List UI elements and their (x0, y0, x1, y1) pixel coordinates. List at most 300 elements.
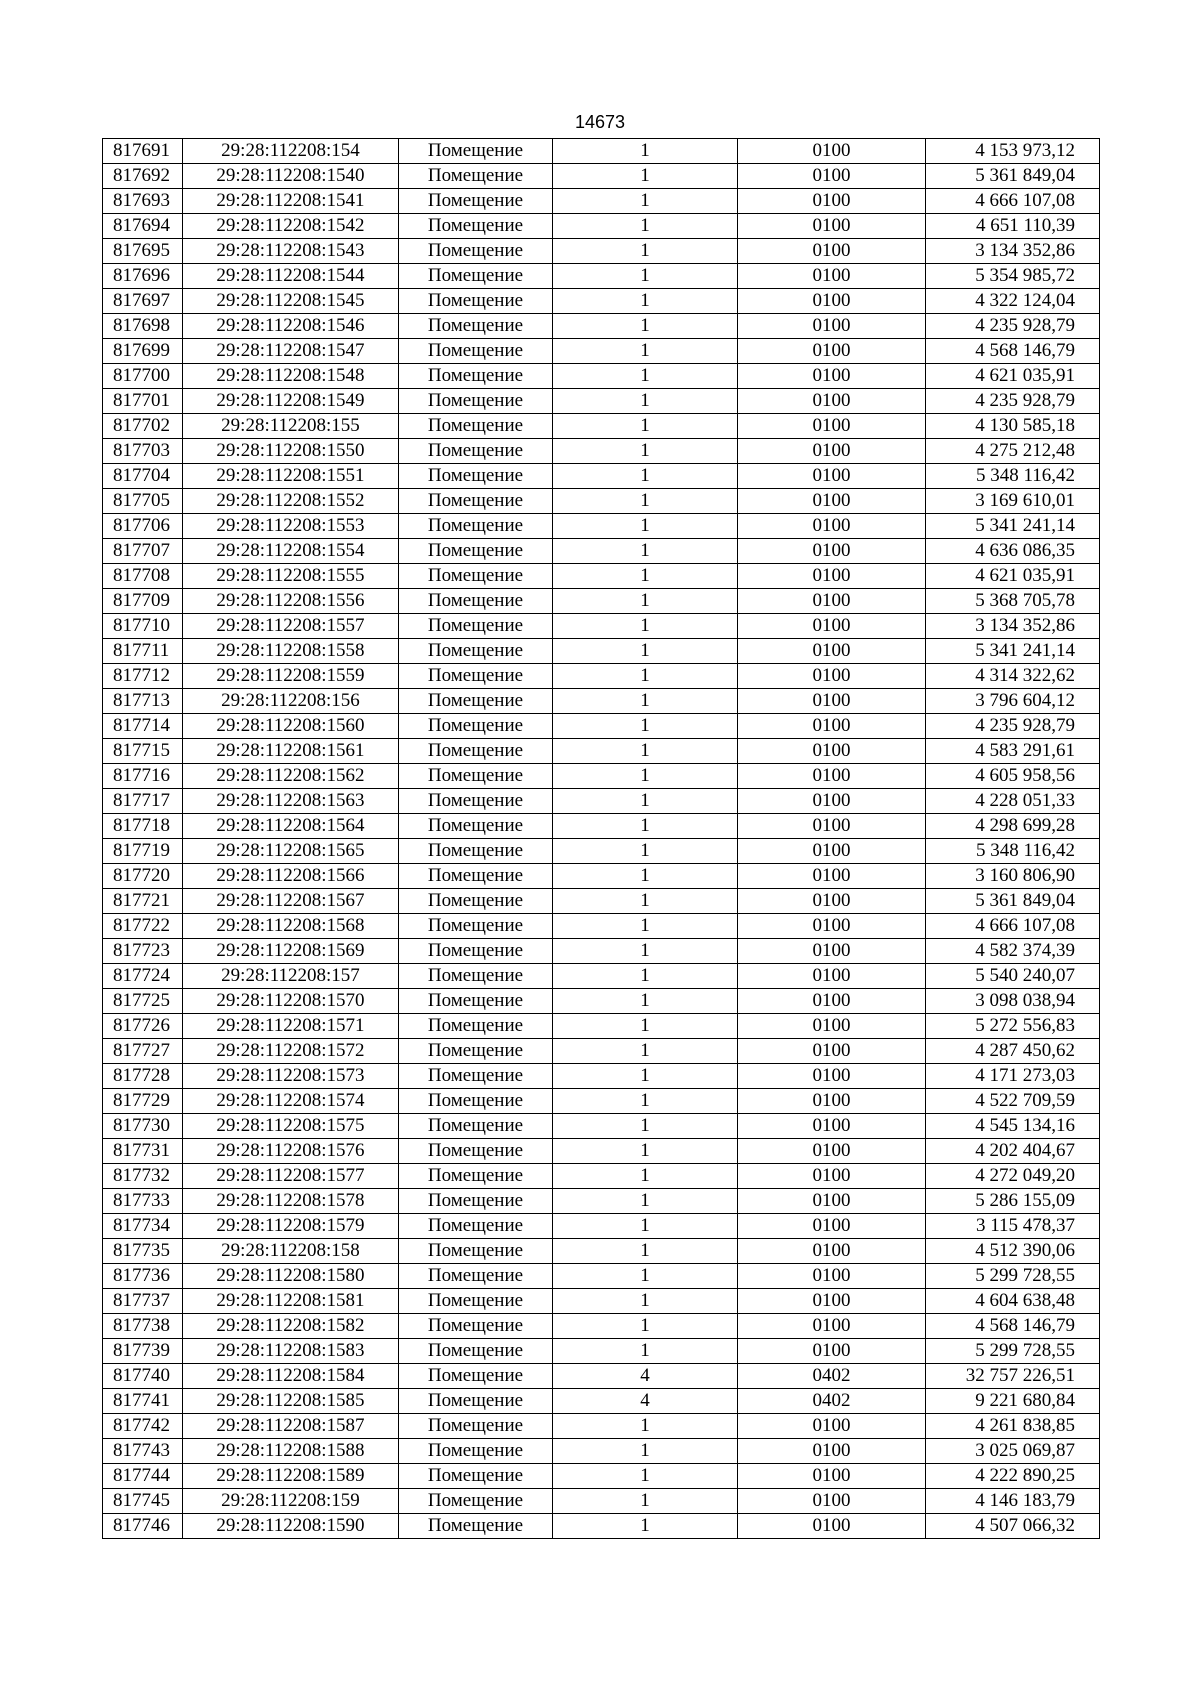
table-row (103, 714, 1100, 739)
cadastral-value-cell: 4 322 124,04 (926, 289, 1100, 314)
cadastral-value-cell: 3 160 806,90 (926, 864, 1100, 889)
quantity-cell: 1 (553, 189, 738, 214)
quantity-cell: 1 (553, 989, 738, 1014)
row-number-cell: 817714 (103, 714, 183, 739)
code-cell: 0100 (738, 989, 926, 1014)
cadastral-number-cell: 29:28:112208:1589 (183, 1464, 399, 1489)
code-cell: 0100 (738, 164, 926, 189)
cadastral-value-cell: 4 287 450,62 (926, 1039, 1100, 1064)
cadastral-number-cell: 29:28:112208:1577 (183, 1164, 399, 1189)
quantity-cell: 1 (553, 489, 738, 514)
cadastral-value-cell: 4 605 958,56 (926, 764, 1100, 789)
quantity-cell: 1 (553, 789, 738, 814)
table-row (103, 264, 1100, 289)
cadastral-number-cell: 29:28:112208:1548 (183, 364, 399, 389)
quantity-cell: 1 (553, 939, 738, 964)
code-cell: 0100 (738, 264, 926, 289)
cadastral-number-cell: 29:28:112208:1583 (183, 1339, 399, 1364)
code-cell: 0100 (738, 614, 926, 639)
object-type-cell: Помещение (399, 1214, 553, 1239)
cadastral-number-cell: 29:28:112208:158 (183, 1239, 399, 1264)
object-type-cell: Помещение (399, 189, 553, 214)
code-cell: 0100 (738, 414, 926, 439)
code-cell: 0100 (738, 514, 926, 539)
quantity-cell: 1 (553, 1439, 738, 1464)
cadastral-number-cell: 29:28:112208:155 (183, 414, 399, 439)
cadastral-value-cell: 5 368 705,78 (926, 589, 1100, 614)
cadastral-number-cell: 29:28:112208:1575 (183, 1114, 399, 1139)
quantity-cell: 1 (553, 714, 738, 739)
cadastral-number-cell: 29:28:112208:1578 (183, 1189, 399, 1214)
object-type-cell: Помещение (399, 364, 553, 389)
cadastral-value-cell: 5 299 728,55 (926, 1264, 1100, 1289)
table-row (103, 1239, 1100, 1264)
table-row (103, 1364, 1100, 1389)
code-cell: 0100 (738, 739, 926, 764)
quantity-cell: 1 (553, 1089, 738, 1114)
code-cell: 0100 (738, 1314, 926, 1339)
code-cell: 0100 (738, 914, 926, 939)
table-row (103, 814, 1100, 839)
code-cell: 0100 (738, 314, 926, 339)
row-number-cell: 817735 (103, 1239, 183, 1264)
row-number-cell: 817746 (103, 1514, 183, 1539)
cadastral-value-cell: 9 221 680,84 (926, 1389, 1100, 1414)
object-type-cell: Помещение (399, 1239, 553, 1264)
cadastral-number-cell: 29:28:112208:1559 (183, 664, 399, 689)
object-type-cell: Помещение (399, 664, 553, 689)
code-cell: 0100 (738, 364, 926, 389)
cadastral-number-cell: 29:28:112208:1564 (183, 814, 399, 839)
object-type-cell: Помещение (399, 1314, 553, 1339)
row-number-cell: 817744 (103, 1464, 183, 1489)
cadastral-number-cell: 29:28:112208:1570 (183, 989, 399, 1014)
cadastral-value-cell: 4 666 107,08 (926, 914, 1100, 939)
quantity-cell: 1 (553, 1414, 738, 1439)
cadastral-value-cell: 5 341 241,14 (926, 514, 1100, 539)
table-row (103, 939, 1100, 964)
quantity-cell: 1 (553, 214, 738, 239)
quantity-cell: 1 (553, 914, 738, 939)
object-type-cell: Помещение (399, 789, 553, 814)
quantity-cell: 1 (553, 1164, 738, 1189)
code-cell: 0100 (738, 1114, 926, 1139)
row-number-cell: 817729 (103, 1089, 183, 1114)
cadastral-value-cell: 32 757 226,51 (926, 1364, 1100, 1389)
quantity-cell: 1 (553, 664, 738, 689)
row-number-cell: 817724 (103, 964, 183, 989)
row-number-cell: 817694 (103, 214, 183, 239)
table-row (103, 964, 1100, 989)
code-cell: 0100 (738, 889, 926, 914)
code-cell: 0100 (738, 664, 926, 689)
code-cell: 0100 (738, 1489, 926, 1514)
table-row (103, 1214, 1100, 1239)
cadastral-number-cell: 29:28:112208:1557 (183, 614, 399, 639)
cadastral-number-cell: 29:28:112208:1584 (183, 1364, 399, 1389)
cadastral-number-cell: 29:28:112208:154 (183, 139, 399, 164)
cadastral-number-cell: 29:28:112208:1546 (183, 314, 399, 339)
code-cell: 0100 (738, 1414, 926, 1439)
object-type-cell: Помещение (399, 939, 553, 964)
row-number-cell: 817728 (103, 1064, 183, 1089)
quantity-cell: 1 (553, 739, 738, 764)
row-number-cell: 817725 (103, 989, 183, 1014)
row-number-cell: 817704 (103, 464, 183, 489)
table-row (103, 789, 1100, 814)
code-cell: 0100 (738, 864, 926, 889)
cadastral-value-cell: 5 361 849,04 (926, 164, 1100, 189)
object-type-cell: Помещение (399, 1514, 553, 1539)
cadastral-value-cell: 5 272 556,83 (926, 1014, 1100, 1039)
cadastral-value-cell: 5 341 241,14 (926, 639, 1100, 664)
code-cell: 0100 (738, 1339, 926, 1364)
cadastral-value-cell: 4 235 928,79 (926, 389, 1100, 414)
table-row (103, 139, 1100, 164)
cadastral-number-cell: 29:28:112208:1585 (183, 1389, 399, 1414)
cadastral-value-cell: 4 651 110,39 (926, 214, 1100, 239)
table-row (103, 464, 1100, 489)
code-cell: 0100 (738, 139, 926, 164)
quantity-cell: 1 (553, 164, 738, 189)
object-type-cell: Помещение (399, 739, 553, 764)
code-cell: 0402 (738, 1364, 926, 1389)
object-type-cell: Помещение (399, 1289, 553, 1314)
object-type-cell: Помещение (399, 1139, 553, 1164)
cadastral-value-cell: 5 354 985,72 (926, 264, 1100, 289)
code-cell: 0100 (738, 489, 926, 514)
code-cell: 0100 (738, 1264, 926, 1289)
object-type-cell: Помещение (399, 564, 553, 589)
quantity-cell: 1 (553, 414, 738, 439)
object-type-cell: Помещение (399, 1264, 553, 1289)
quantity-cell: 1 (553, 1339, 738, 1364)
code-cell: 0100 (738, 1439, 926, 1464)
row-number-cell: 817695 (103, 239, 183, 264)
code-cell: 0100 (738, 764, 926, 789)
code-cell: 0100 (738, 239, 926, 264)
code-cell: 0100 (738, 964, 926, 989)
cadastral-value-cell: 4 146 183,79 (926, 1489, 1100, 1514)
cadastral-value-cell: 4 275 212,48 (926, 439, 1100, 464)
code-cell: 0100 (738, 714, 926, 739)
row-number-cell: 817719 (103, 839, 183, 864)
table-row (103, 989, 1100, 1014)
object-type-cell: Помещение (399, 164, 553, 189)
quantity-cell: 1 (553, 1489, 738, 1514)
cadastral-number-cell: 29:28:112208:1574 (183, 1089, 399, 1114)
quantity-cell: 1 (553, 139, 738, 164)
cadastral-number-cell: 29:28:112208:1555 (183, 564, 399, 589)
cadastral-number-cell: 29:28:112208:1568 (183, 914, 399, 939)
page-number: 14673 (574, 112, 626, 132)
quantity-cell: 1 (553, 839, 738, 864)
table-row (103, 1264, 1100, 1289)
cadastral-number-cell: 29:28:112208:1544 (183, 264, 399, 289)
code-cell: 0100 (738, 1164, 926, 1189)
code-cell: 0100 (738, 1514, 926, 1539)
table-row (103, 689, 1100, 714)
quantity-cell: 1 (553, 864, 738, 889)
cadastral-value-cell: 3 025 069,87 (926, 1439, 1100, 1464)
object-type-cell: Помещение (399, 214, 553, 239)
table-row (103, 1064, 1100, 1089)
table-row (103, 764, 1100, 789)
object-type-cell: Помещение (399, 889, 553, 914)
row-number-cell: 817703 (103, 439, 183, 464)
row-number-cell: 817730 (103, 1114, 183, 1139)
quantity-cell: 1 (553, 1189, 738, 1214)
object-type-cell: Помещение (399, 689, 553, 714)
cadastral-value-cell: 4 130 585,18 (926, 414, 1100, 439)
code-cell: 0100 (738, 1239, 926, 1264)
cadastral-number-cell: 29:28:112208:1571 (183, 1014, 399, 1039)
cadastral-number-cell: 29:28:112208:1562 (183, 764, 399, 789)
cadastral-number-cell: 29:28:112208:1572 (183, 1039, 399, 1064)
table-row (103, 914, 1100, 939)
code-cell: 0100 (738, 1139, 926, 1164)
quantity-cell: 1 (553, 314, 738, 339)
row-number-cell: 817733 (103, 1189, 183, 1214)
object-type-cell: Помещение (399, 864, 553, 889)
code-cell: 0100 (738, 389, 926, 414)
row-number-cell: 817713 (103, 689, 183, 714)
cadastral-number-cell: 29:28:112208:1545 (183, 289, 399, 314)
cadastral-value-cell: 3 134 352,86 (926, 239, 1100, 264)
cadastral-value-cell: 4 666 107,08 (926, 189, 1100, 214)
table-row (103, 1164, 1100, 1189)
code-cell: 0100 (738, 1464, 926, 1489)
cadastral-value-cell: 4 545 134,16 (926, 1114, 1100, 1139)
quantity-cell: 1 (553, 264, 738, 289)
row-number-cell: 817718 (103, 814, 183, 839)
table-row (103, 1464, 1100, 1489)
table-row (103, 314, 1100, 339)
table-row (103, 639, 1100, 664)
cadastral-value-cell: 4 235 928,79 (926, 714, 1100, 739)
table-row (103, 539, 1100, 564)
quantity-cell: 1 (553, 514, 738, 539)
cadastral-number-cell: 29:28:112208:1573 (183, 1064, 399, 1089)
quantity-cell: 1 (553, 564, 738, 589)
table-row (103, 1139, 1100, 1164)
object-type-cell: Помещение (399, 414, 553, 439)
row-number-cell: 817715 (103, 739, 183, 764)
object-type-cell: Помещение (399, 614, 553, 639)
cadastral-value-cell: 4 568 146,79 (926, 339, 1100, 364)
object-type-cell: Помещение (399, 839, 553, 864)
quantity-cell: 1 (553, 889, 738, 914)
quantity-cell: 1 (553, 689, 738, 714)
code-cell: 0100 (738, 1014, 926, 1039)
cadastral-number-cell: 29:28:112208:1554 (183, 539, 399, 564)
object-type-cell: Помещение (399, 814, 553, 839)
object-type-cell: Помещение (399, 489, 553, 514)
cadastral-value-cell: 4 512 390,06 (926, 1239, 1100, 1264)
cadastral-value-cell: 4 228 051,33 (926, 789, 1100, 814)
table-row (103, 339, 1100, 364)
code-cell: 0100 (738, 1189, 926, 1214)
row-number-cell: 817702 (103, 414, 183, 439)
cadastral-value-cell: 4 235 928,79 (926, 314, 1100, 339)
object-type-cell: Помещение (399, 1414, 553, 1439)
cadastral-number-cell: 29:28:112208:1558 (183, 639, 399, 664)
code-cell: 0100 (738, 1064, 926, 1089)
code-cell: 0100 (738, 839, 926, 864)
code-cell: 0100 (738, 789, 926, 814)
object-type-cell: Помещение (399, 1014, 553, 1039)
row-number-cell: 817691 (103, 139, 183, 164)
row-number-cell: 817708 (103, 564, 183, 589)
table-row (103, 1414, 1100, 1439)
row-number-cell: 817722 (103, 914, 183, 939)
quantity-cell: 1 (553, 1464, 738, 1489)
code-cell: 0100 (738, 214, 926, 239)
cadastral-number-cell: 29:28:112208:1563 (183, 789, 399, 814)
object-type-cell: Помещение (399, 1364, 553, 1389)
row-number-cell: 817741 (103, 1389, 183, 1414)
cadastral-number-cell: 29:28:112208:1542 (183, 214, 399, 239)
row-number-cell: 817738 (103, 1314, 183, 1339)
cadastral-value-cell: 3 098 038,94 (926, 989, 1100, 1014)
table-row (103, 514, 1100, 539)
object-type-cell: Помещение (399, 314, 553, 339)
table-row (103, 1314, 1100, 1339)
object-type-cell: Помещение (399, 639, 553, 664)
table-row (103, 1039, 1100, 1064)
table-row (103, 1389, 1100, 1414)
cadastral-value-table (102, 138, 1100, 1539)
table-row (103, 489, 1100, 514)
code-cell: 0100 (738, 639, 926, 664)
cadastral-number-cell: 29:28:112208:1566 (183, 864, 399, 889)
object-type-cell: Помещение (399, 1064, 553, 1089)
row-number-cell: 817716 (103, 764, 183, 789)
quantity-cell: 1 (553, 614, 738, 639)
cadastral-number-cell: 29:28:112208:1553 (183, 514, 399, 539)
cadastral-value-cell: 4 507 066,32 (926, 1514, 1100, 1539)
quantity-cell: 1 (553, 1264, 738, 1289)
code-cell: 0100 (738, 1214, 926, 1239)
row-number-cell: 817709 (103, 589, 183, 614)
code-cell: 0100 (738, 189, 926, 214)
quantity-cell: 1 (553, 1039, 738, 1064)
quantity-cell: 1 (553, 589, 738, 614)
quantity-cell: 1 (553, 364, 738, 389)
cadastral-number-cell: 29:28:112208:1580 (183, 1264, 399, 1289)
row-number-cell: 817732 (103, 1164, 183, 1189)
object-type-cell: Помещение (399, 1489, 553, 1514)
cadastral-value-cell: 5 299 728,55 (926, 1339, 1100, 1364)
cadastral-value-cell: 4 583 291,61 (926, 739, 1100, 764)
quantity-cell: 1 (553, 539, 738, 564)
object-type-cell: Помещение (399, 964, 553, 989)
code-cell: 0100 (738, 814, 926, 839)
cadastral-value-cell: 4 604 638,48 (926, 1289, 1100, 1314)
table-row (103, 414, 1100, 439)
table-row (103, 839, 1100, 864)
cadastral-number-cell: 29:28:112208:1569 (183, 939, 399, 964)
row-number-cell: 817707 (103, 539, 183, 564)
row-number-cell: 817739 (103, 1339, 183, 1364)
quantity-cell: 1 (553, 464, 738, 489)
code-cell: 0100 (738, 289, 926, 314)
row-number-cell: 817705 (103, 489, 183, 514)
cadastral-number-cell: 29:28:112208:157 (183, 964, 399, 989)
quantity-cell: 1 (553, 439, 738, 464)
row-number-cell: 817743 (103, 1439, 183, 1464)
table-body (103, 139, 1100, 1539)
cadastral-value-cell: 4 621 035,91 (926, 364, 1100, 389)
code-cell: 0100 (738, 1089, 926, 1114)
object-type-cell: Помещение (399, 989, 553, 1014)
cadastral-number-cell: 29:28:112208:1541 (183, 189, 399, 214)
row-number-cell: 817710 (103, 614, 183, 639)
table-row (103, 589, 1100, 614)
quantity-cell: 1 (553, 1114, 738, 1139)
row-number-cell: 817736 (103, 1264, 183, 1289)
cadastral-value-cell: 4 314 322,62 (926, 664, 1100, 689)
code-cell: 0100 (738, 339, 926, 364)
cadastral-number-cell: 29:28:112208:1552 (183, 489, 399, 514)
row-number-cell: 817727 (103, 1039, 183, 1064)
row-number-cell: 817737 (103, 1289, 183, 1314)
table-row (103, 1489, 1100, 1514)
code-cell: 0100 (738, 939, 926, 964)
code-cell: 0100 (738, 439, 926, 464)
quantity-cell: 1 (553, 289, 738, 314)
object-type-cell: Помещение (399, 514, 553, 539)
quantity-cell: 1 (553, 1314, 738, 1339)
table-row (103, 664, 1100, 689)
code-cell: 0100 (738, 689, 926, 714)
object-type-cell: Помещение (399, 1339, 553, 1364)
object-type-cell: Помещение (399, 264, 553, 289)
cadastral-value-cell: 4 261 838,85 (926, 1414, 1100, 1439)
quantity-cell: 1 (553, 1239, 738, 1264)
code-cell: 0100 (738, 464, 926, 489)
row-number-cell: 817731 (103, 1139, 183, 1164)
row-number-cell: 817717 (103, 789, 183, 814)
row-number-cell: 817721 (103, 889, 183, 914)
cadastral-number-cell: 29:28:112208:1587 (183, 1414, 399, 1439)
cadastral-number-cell: 29:28:112208:1581 (183, 1289, 399, 1314)
cadastral-number-cell: 29:28:112208:1560 (183, 714, 399, 739)
cadastral-number-cell: 29:28:112208:1579 (183, 1214, 399, 1239)
object-type-cell: Помещение (399, 539, 553, 564)
table-row (103, 614, 1100, 639)
cadastral-number-cell: 29:28:112208:1582 (183, 1314, 399, 1339)
quantity-cell: 1 (553, 639, 738, 664)
object-type-cell: Помещение (399, 439, 553, 464)
quantity-cell: 1 (553, 339, 738, 364)
cadastral-number-cell: 29:28:112208:1547 (183, 339, 399, 364)
cadastral-number-cell: 29:28:112208:1549 (183, 389, 399, 414)
cadastral-value-cell: 5 361 849,04 (926, 889, 1100, 914)
object-type-cell: Помещение (399, 714, 553, 739)
quantity-cell: 1 (553, 239, 738, 264)
quantity-cell: 1 (553, 1014, 738, 1039)
object-type-cell: Помещение (399, 389, 553, 414)
table-row (103, 1014, 1100, 1039)
cadastral-value-cell: 3 134 352,86 (926, 614, 1100, 639)
cadastral-number-cell: 29:28:112208:1588 (183, 1439, 399, 1464)
cadastral-value-cell: 5 348 116,42 (926, 464, 1100, 489)
row-number-cell: 817701 (103, 389, 183, 414)
cadastral-value-cell: 4 636 086,35 (926, 539, 1100, 564)
object-type-cell: Помещение (399, 1439, 553, 1464)
cadastral-value-cell: 4 582 374,39 (926, 939, 1100, 964)
